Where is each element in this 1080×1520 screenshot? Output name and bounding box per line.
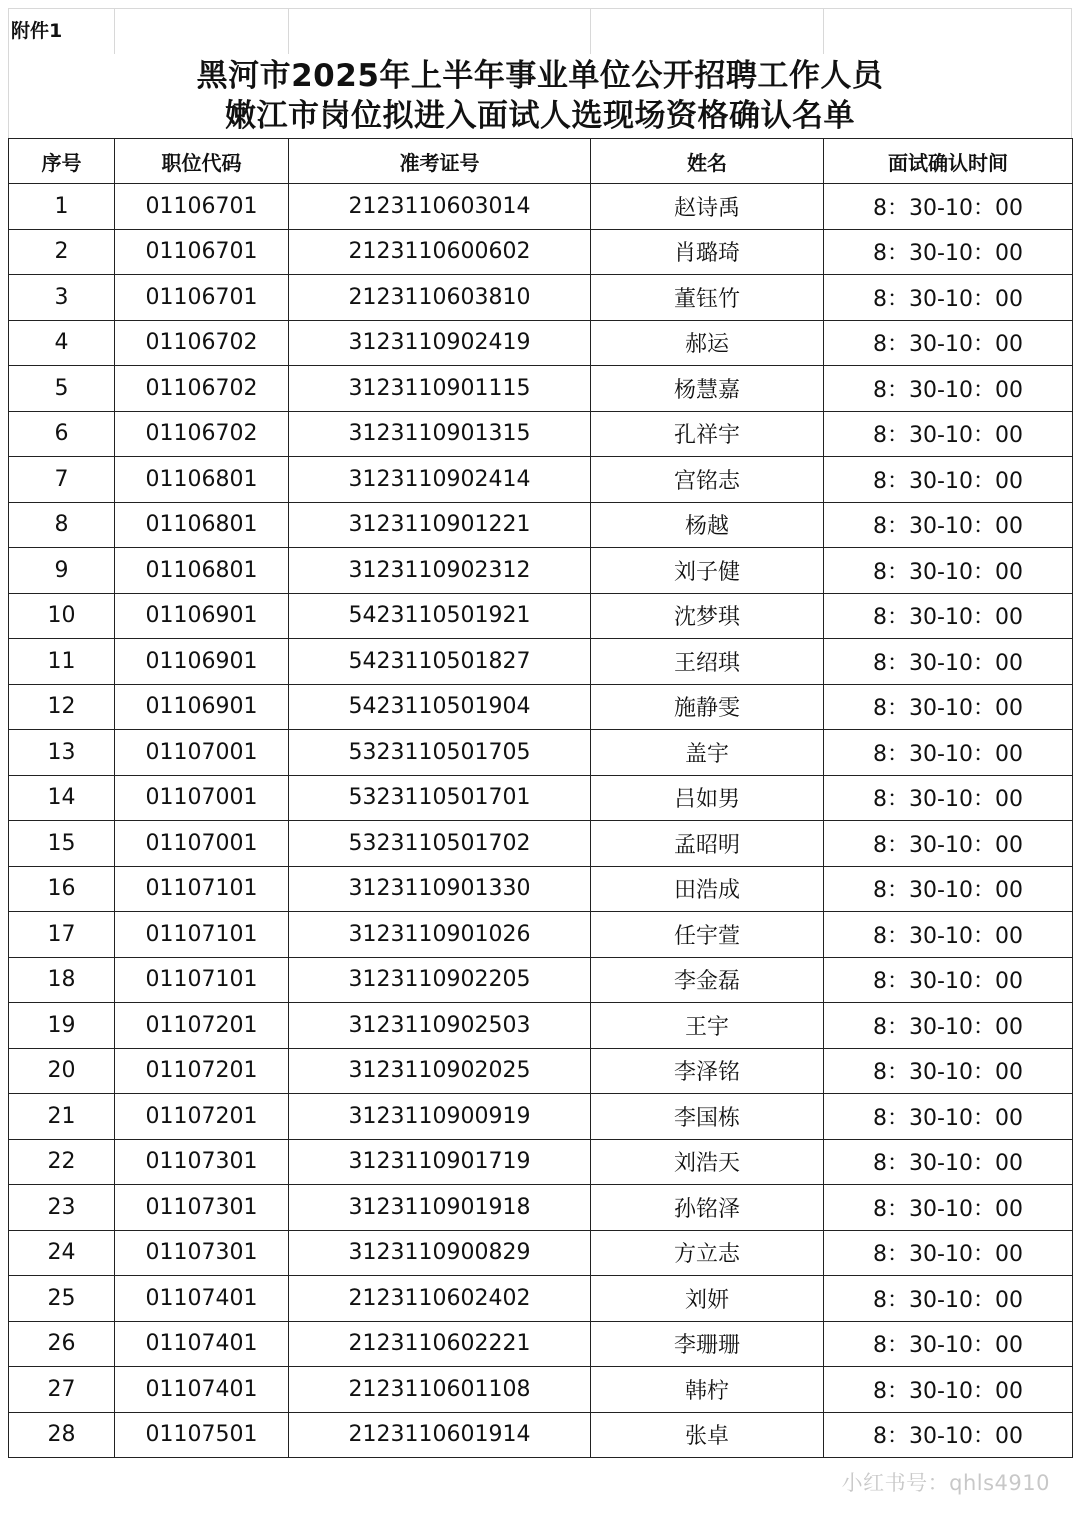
cell-name: 宫铭志 <box>591 457 824 503</box>
header-name: 姓名 <box>591 139 824 184</box>
cell-exam-ticket: 3123110900919 <box>289 1094 591 1140</box>
table-header-row <box>9 139 1073 184</box>
cell-index: 1 <box>9 184 115 230</box>
cell-confirm-time: 8：30-10：00 <box>824 639 1073 685</box>
cell-exam-ticket: 5423110501921 <box>289 593 591 639</box>
cell-name: 董钰竹 <box>591 275 824 321</box>
cell-index: 24 <box>9 1230 115 1276</box>
cell-position-code: 01107001 <box>115 821 289 867</box>
cell-exam-ticket: 3123110902419 <box>289 320 591 366</box>
cell-name: 肖璐琦 <box>591 229 824 275</box>
cell-confirm-time: 8：30-10：00 <box>824 730 1073 776</box>
cell-confirm-time: 8：30-10：00 <box>824 1048 1073 1094</box>
table-row <box>9 1230 1073 1276</box>
cell-index: 22 <box>9 1139 115 1185</box>
candidate-table <box>8 138 1073 1458</box>
table-row <box>9 957 1073 1003</box>
header-exam-ticket: 准考证号 <box>289 139 591 184</box>
title-line-1: 黑河市2025年上半年事业单位公开招聘工作人员 <box>196 58 884 94</box>
cell-position-code: 01106901 <box>115 639 289 685</box>
header-position-code: 职位代码 <box>115 139 289 184</box>
table-row <box>9 1276 1073 1322</box>
cell-index: 13 <box>9 730 115 776</box>
cell-exam-ticket: 2123110600602 <box>289 229 591 275</box>
cell-index: 26 <box>9 1321 115 1367</box>
cell-name: 韩柠 <box>591 1367 824 1413</box>
cell-confirm-time: 8：30-10：00 <box>824 1367 1073 1413</box>
cell-index: 16 <box>9 866 115 912</box>
cell-index: 9 <box>9 548 115 594</box>
cell-position-code: 01107401 <box>115 1367 289 1413</box>
table-row <box>9 684 1073 730</box>
header-index: 序号 <box>9 139 115 184</box>
cell-confirm-time: 8：30-10：00 <box>824 1094 1073 1140</box>
cell-exam-ticket: 3123110901719 <box>289 1139 591 1185</box>
cell-exam-ticket: 5423110501904 <box>289 684 591 730</box>
cell-position-code: 01106701 <box>115 275 289 321</box>
table-row <box>9 1094 1073 1140</box>
cell-exam-ticket: 2123110603014 <box>289 184 591 230</box>
cell-index: 3 <box>9 275 115 321</box>
cell-index: 23 <box>9 1185 115 1231</box>
cell-position-code: 01106702 <box>115 320 289 366</box>
cell-position-code: 01107401 <box>115 1276 289 1322</box>
cell-index: 27 <box>9 1367 115 1413</box>
cell-name: 刘子健 <box>591 548 824 594</box>
table-row <box>9 366 1073 412</box>
cell-index: 20 <box>9 1048 115 1094</box>
cell-exam-ticket: 3123110902503 <box>289 1003 591 1049</box>
cell-confirm-time: 8：30-10：00 <box>824 548 1073 594</box>
cell-name: 田浩成 <box>591 866 824 912</box>
cell-index: 12 <box>9 684 115 730</box>
table-row <box>9 1412 1073 1458</box>
cell-name: 李珊珊 <box>591 1321 824 1367</box>
cell-exam-ticket: 3123110901315 <box>289 411 591 457</box>
cell-confirm-time: 8：30-10：00 <box>824 821 1073 867</box>
table-row <box>9 229 1073 275</box>
table-row <box>9 275 1073 321</box>
cell-name: 吕如男 <box>591 775 824 821</box>
table-row <box>9 548 1073 594</box>
cell-confirm-time: 8：30-10：00 <box>824 957 1073 1003</box>
table-row <box>9 457 1073 503</box>
table-row <box>9 411 1073 457</box>
cell-name: 王宇 <box>591 1003 824 1049</box>
cell-name: 方立志 <box>591 1230 824 1276</box>
cell-position-code: 01107101 <box>115 912 289 958</box>
cell-position-code: 01106701 <box>115 184 289 230</box>
cell-name: 李泽铭 <box>591 1048 824 1094</box>
cell-confirm-time: 8：30-10：00 <box>824 411 1073 457</box>
cell-index: 6 <box>9 411 115 457</box>
cell-exam-ticket: 3123110901026 <box>289 912 591 958</box>
cell-confirm-time: 8：30-10：00 <box>824 1003 1073 1049</box>
header-confirm-time: 面试确认时间 <box>824 139 1073 184</box>
cell-position-code: 01107301 <box>115 1185 289 1231</box>
cell-index: 14 <box>9 775 115 821</box>
cell-name: 盖宇 <box>591 730 824 776</box>
cell-index: 15 <box>9 821 115 867</box>
cell-position-code: 01106701 <box>115 229 289 275</box>
cell-name: 王绍琪 <box>591 639 824 685</box>
table-row <box>9 730 1073 776</box>
cell-name: 张卓 <box>591 1412 824 1458</box>
cell-exam-ticket: 2123110602221 <box>289 1321 591 1367</box>
cell-position-code: 01107201 <box>115 1003 289 1049</box>
cell-position-code: 01107001 <box>115 730 289 776</box>
cell-position-code: 01107301 <box>115 1230 289 1276</box>
cell-index: 8 <box>9 502 115 548</box>
cell-exam-ticket: 3123110902025 <box>289 1048 591 1094</box>
cell-name: 杨慧嘉 <box>591 366 824 412</box>
cell-confirm-time: 8：30-10：00 <box>824 1412 1073 1458</box>
table-row <box>9 866 1073 912</box>
cell-index: 17 <box>9 912 115 958</box>
cell-name: 任宇萱 <box>591 912 824 958</box>
cell-index: 25 <box>9 1276 115 1322</box>
attachment-label: 附件1 <box>11 20 63 42</box>
cell-name: 赵诗禹 <box>591 184 824 230</box>
table-row <box>9 912 1073 958</box>
cell-name: 刘妍 <box>591 1276 824 1322</box>
cell-exam-ticket: 3123110901221 <box>289 502 591 548</box>
table-row <box>9 821 1073 867</box>
cell-exam-ticket: 3123110902414 <box>289 457 591 503</box>
cell-position-code: 01107101 <box>115 866 289 912</box>
cell-confirm-time: 8：30-10：00 <box>824 275 1073 321</box>
cell-exam-ticket: 3123110902312 <box>289 548 591 594</box>
cell-index: 4 <box>9 320 115 366</box>
table-row <box>9 1003 1073 1049</box>
cell-index: 11 <box>9 639 115 685</box>
cell-exam-ticket: 5323110501701 <box>289 775 591 821</box>
cell-exam-ticket: 2123110603810 <box>289 275 591 321</box>
cell-exam-ticket: 5323110501705 <box>289 730 591 776</box>
cell-position-code: 01107501 <box>115 1412 289 1458</box>
cell-exam-ticket: 5323110501702 <box>289 821 591 867</box>
cell-confirm-time: 8：30-10：00 <box>824 320 1073 366</box>
table-row <box>9 639 1073 685</box>
cell-confirm-time: 8：30-10：00 <box>824 1321 1073 1367</box>
cell-position-code: 01106702 <box>115 411 289 457</box>
cell-position-code: 01107101 <box>115 957 289 1003</box>
cell-name: 孙铭泽 <box>591 1185 824 1231</box>
table-row <box>9 593 1073 639</box>
cell-exam-ticket: 2123110601914 <box>289 1412 591 1458</box>
table-row <box>9 1321 1073 1367</box>
cell-confirm-time: 8：30-10：00 <box>824 502 1073 548</box>
cell-name: 杨越 <box>591 502 824 548</box>
cell-name: 刘浩天 <box>591 1139 824 1185</box>
cell-position-code: 01107201 <box>115 1048 289 1094</box>
cell-name: 孔祥宇 <box>591 411 824 457</box>
cell-name: 郝运 <box>591 320 824 366</box>
cell-exam-ticket: 2123110602402 <box>289 1276 591 1322</box>
cell-confirm-time: 8：30-10：00 <box>824 1276 1073 1322</box>
cell-exam-ticket: 3123110901918 <box>289 1185 591 1231</box>
cell-name: 李金磊 <box>591 957 824 1003</box>
cell-position-code: 01106702 <box>115 366 289 412</box>
cell-index: 21 <box>9 1094 115 1140</box>
attachment-row <box>8 8 1072 54</box>
cell-index: 7 <box>9 457 115 503</box>
cell-index: 5 <box>9 366 115 412</box>
cell-exam-ticket: 3123110900829 <box>289 1230 591 1276</box>
cell-confirm-time: 8：30-10：00 <box>824 775 1073 821</box>
table-row <box>9 320 1073 366</box>
cell-confirm-time: 8：30-10：00 <box>824 912 1073 958</box>
cell-confirm-time: 8：30-10：00 <box>824 1185 1073 1231</box>
cell-confirm-time: 8：30-10：00 <box>824 866 1073 912</box>
table-row <box>9 184 1073 230</box>
table-row <box>9 1367 1073 1413</box>
cell-index: 28 <box>9 1412 115 1458</box>
cell-exam-ticket: 3123110901330 <box>289 866 591 912</box>
table-row <box>9 1185 1073 1231</box>
table-row <box>9 502 1073 548</box>
table-row <box>9 775 1073 821</box>
cell-position-code: 01107201 <box>115 1094 289 1140</box>
spreadsheet <box>8 8 1072 1458</box>
cell-name: 沈梦琪 <box>591 593 824 639</box>
cell-exam-ticket: 5423110501827 <box>289 639 591 685</box>
cell-index: 18 <box>9 957 115 1003</box>
table-row <box>9 1048 1073 1094</box>
title-line-2: 嫩江市岗位拟进入面试人选现场资格确认名单 <box>225 98 855 134</box>
cell-position-code: 01106801 <box>115 548 289 594</box>
cell-name: 施静雯 <box>591 684 824 730</box>
cell-position-code: 01106901 <box>115 684 289 730</box>
watermark: 小红书号：qhls4910 <box>841 1471 1050 1495</box>
cell-exam-ticket: 2123110601108 <box>289 1367 591 1413</box>
cell-index: 2 <box>9 229 115 275</box>
cell-exam-ticket: 3123110902205 <box>289 957 591 1003</box>
cell-confirm-time: 8：30-10：00 <box>824 457 1073 503</box>
cell-confirm-time: 8：30-10：00 <box>824 593 1073 639</box>
cell-exam-ticket: 3123110901115 <box>289 366 591 412</box>
cell-position-code: 01106801 <box>115 457 289 503</box>
table-row <box>9 1139 1073 1185</box>
cell-confirm-time: 8：30-10：00 <box>824 229 1073 275</box>
cell-confirm-time: 8：30-10：00 <box>824 184 1073 230</box>
cell-confirm-time: 8：30-10：00 <box>824 1139 1073 1185</box>
cell-confirm-time: 8：30-10：00 <box>824 366 1073 412</box>
cell-position-code: 01107301 <box>115 1139 289 1185</box>
cell-name: 李国栋 <box>591 1094 824 1140</box>
cell-position-code: 01107001 <box>115 775 289 821</box>
cell-index: 19 <box>9 1003 115 1049</box>
cell-confirm-time: 8：30-10：00 <box>824 684 1073 730</box>
document-title <box>8 54 1072 138</box>
cell-position-code: 01107401 <box>115 1321 289 1367</box>
cell-position-code: 01106801 <box>115 502 289 548</box>
cell-position-code: 01106901 <box>115 593 289 639</box>
cell-confirm-time: 8：30-10：00 <box>824 1230 1073 1276</box>
cell-name: 孟昭明 <box>591 821 824 867</box>
cell-index: 10 <box>9 593 115 639</box>
